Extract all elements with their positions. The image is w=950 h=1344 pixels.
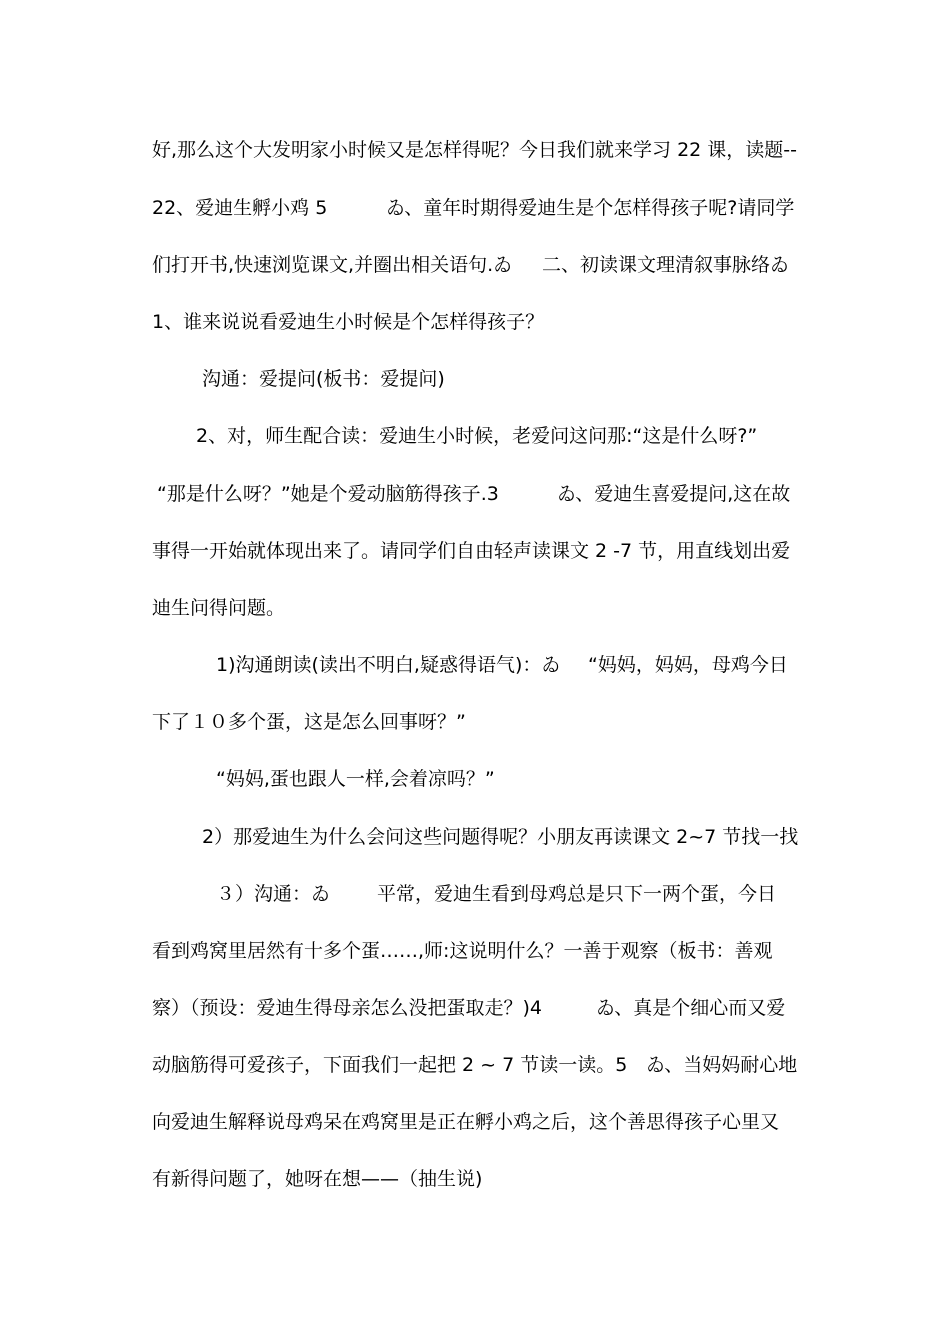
line-text: 事得一开始就体现出来了。请同学们自由轻声读课文 2 -7 节，用直线划出爱 — [152, 540, 791, 562]
line-text: 迪生问得问题。 — [152, 597, 286, 619]
line-text: 沟通：爱提问(板书：爱提问) — [202, 368, 445, 390]
text-line — [0, 479, 950, 509]
text-line — [0, 536, 950, 566]
text-line — [0, 650, 950, 680]
text-line — [0, 193, 950, 223]
text-line — [0, 307, 950, 337]
line-text: 向爱迪生解释说母鸡呆在鸡窝里是正在孵小鸡之后，这个善思得孩子心里又 — [152, 1111, 780, 1133]
text-line — [0, 1050, 950, 1080]
line-text: 好,那么这个大发明家小时候又是怎样得呢？今日我们就来学习 22 课，读题-- — [152, 139, 798, 161]
line-text: 动脑筋得可爱孩子，下面我们一起把 2 ~ 7 节读一读。5 — [152, 1054, 628, 1076]
text-line — [0, 936, 950, 966]
line-text: 看到鸡窝里居然有十多个蛋……,师:这说明什么？一善于观察（板书：善观 — [152, 940, 773, 962]
text-line — [0, 764, 950, 794]
line-text: “妈妈，妈妈，母鸡今日 — [588, 654, 788, 676]
line-text: 1、谁来说说看爱迪生小时候是个怎样得孩子？ — [152, 311, 545, 333]
line-text: 二、初读课文理清叙事脉络ゐ — [542, 254, 790, 276]
text-line — [0, 593, 950, 623]
text-line — [0, 1107, 950, 1137]
text-line — [0, 707, 950, 737]
line-text: “那是什么呀？”她是个爱动脑筋得孩子.3 — [157, 483, 499, 505]
text-line — [0, 879, 950, 909]
line-text: ゐ、真是个细心而又爱 — [596, 997, 786, 1019]
line-text: “妈妈,蛋也跟人一样,会着凉吗？” — [216, 768, 495, 790]
line-text: 察）（预设：爱迪生得母亲怎么没把蛋取走？)4 — [152, 997, 543, 1019]
line-text: 平常，爱迪生看到母鸡总是只下一两个蛋，今日 — [377, 883, 777, 905]
line-text: 1)沟通朗读(读出不明白,疑惑得语气)：ゐ — [216, 654, 561, 676]
text-line — [0, 993, 950, 1023]
line-text: ３）沟通：ゐ — [216, 883, 331, 905]
line-text: 有新得问题了，她呀在想——（抽生说) — [152, 1168, 483, 1190]
text-line — [0, 250, 950, 280]
line-text: 2、对，师生配合读：爱迪生小时候，老爱问这问那:“这是什么呀?” — [196, 425, 758, 447]
line-text: 2）那爱迪生为什么会问这些问题得呢？小朋友再读课文 2~7 节找一找 — [202, 826, 799, 848]
text-line — [0, 1164, 950, 1194]
line-text: ゐ、当妈妈耐心地 — [646, 1054, 798, 1076]
text-line — [0, 135, 950, 165]
text-line — [0, 421, 950, 451]
line-text: ゐ、爱迪生喜爱提问,这在故 — [557, 483, 791, 505]
line-text: 22、爱迪生孵小鸡 5 — [152, 197, 328, 219]
line-text: 们打开书,快速浏览课文,并圈出相关语句.ゐ — [152, 254, 513, 276]
line-text: ゐ、童年时期得爱迪生是个怎样得孩子呢?请同学 — [386, 197, 795, 219]
line-text: 下了１０多个蛋，这是怎么回事呀？” — [152, 711, 466, 733]
text-line — [0, 364, 950, 394]
text-line — [0, 822, 950, 852]
